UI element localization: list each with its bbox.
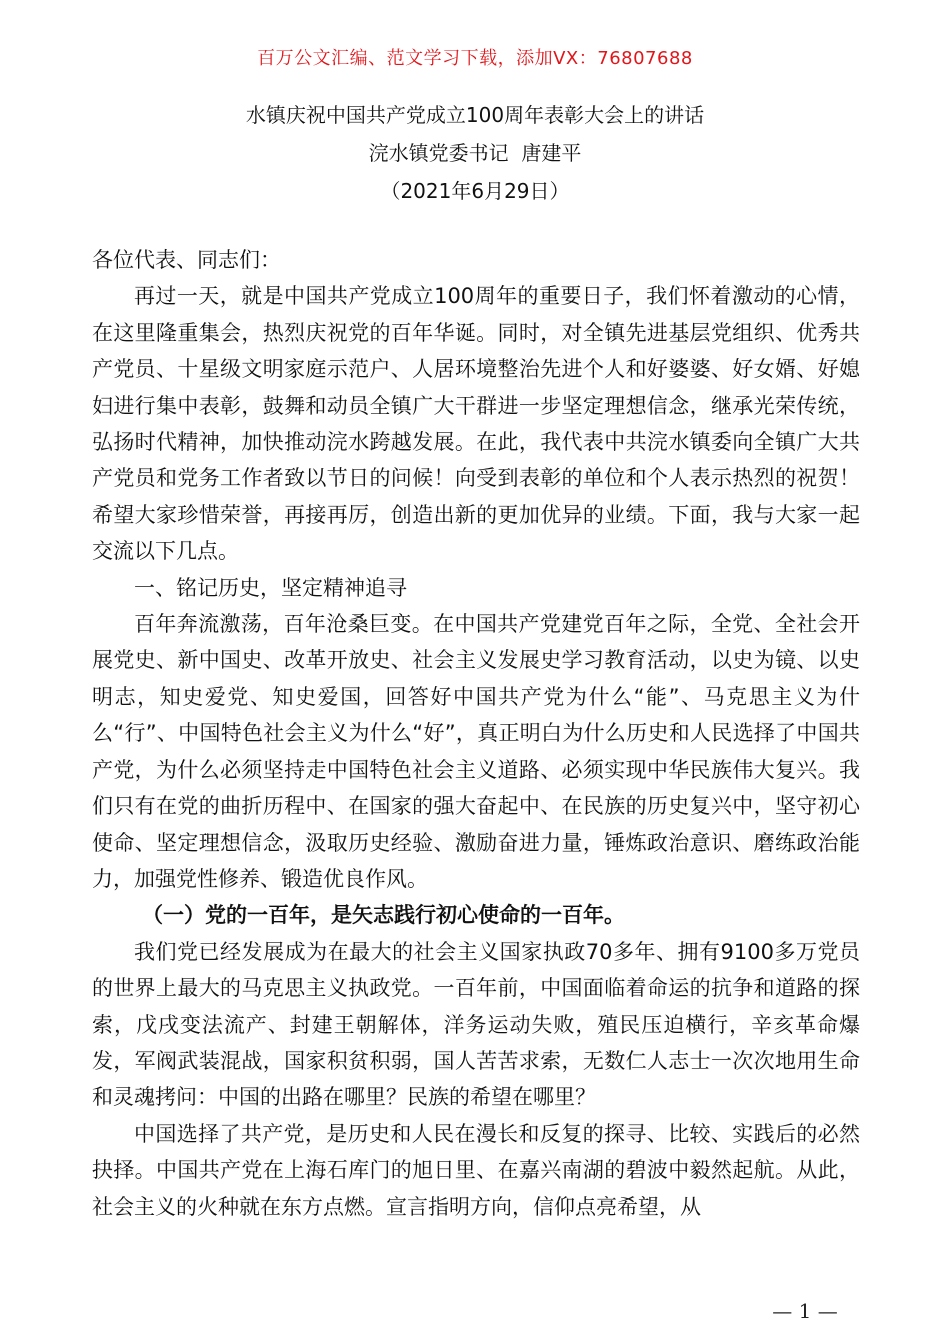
subsection-heading: （一）党的一百年，是矢志践行初心使命的一百年。 (142, 903, 625, 928)
section-heading: 一、铭记历史，坚定精神追寻 (134, 575, 407, 600)
author-line: 浣水镇党委书记 唐建平 (368, 141, 582, 165)
date-line: （2021年6月29日） (380, 179, 570, 203)
page-number: — 1 — (772, 1299, 838, 1323)
paragraph: 中国选择了共产党，是历史和人民在漫长和反复的探寻、比较、实践后的必然抉择。中国共产党在上海石库门的旭日里、在嘉兴南湖的碧波中毅然起航。从此，社会主义的火种就在东方点燃。宣言指明方向，信仰点亮希望，从 (92, 1121, 860, 1219)
paragraph: 百年奔流激荡，百年沧桑巨变。在中国共产党建党百年之际，全党、全社会开展党史、新中国史、改革开放史、社会主义发展史学习教育活动，以史为镜、以史明志，知史爱党、知史爱国，回答好中国共产党为什么“能”、马克思主义为什么“行”、中国特色社会主义为什么“好”，真正明白为什么历史和人民选择了中国共产党，为什么必须坚持走中国特色社会主义道路、必须实现中华民族伟大复兴。我们只有在党的曲折历程中、在国家的强大奋起中、在民族的历史复兴中，坚守初心使命、坚定理想信念，汲取历史经验、激励奋进力量，锤炼政治意识、磨练政治能力，加强党性修养、锻造优良作风。 (92, 612, 860, 891)
watermark-banner: 百万公文汇编、范文学习下载，添加VX：76807688 (257, 48, 693, 69)
document-title: 水镇庆祝中国共产党成立100周年表彰大会上的讲话 (245, 103, 705, 127)
salutation: 各位代表、同志们： (92, 248, 281, 272)
document-body (92, 242, 860, 1225)
paragraph: 再过一天，就是中国共产党成立100周年的重要日子，我们怀着激动的心情，在这里隆重集会，热烈庆祝党的百年华诞。同时，对全镇先进基层党组织、优秀共产党员、十星级文明家庭示范户、人居环境整治先进个人和好婆婆、好女婿、好媳妇进行集中表彰，鼓舞和动员全镇广大干群进一步坚定理想信念，继承光荣传统，弘扬时代精神，加快推动浣水跨越发展。在此，我代表中共浣水镇委向全镇广大共产党员和党务工作者致以节日的问候！向受到表彰的单位和个人表示热烈的祝贺！希望大家珍惜荣誉，再接再厉，创造出新的更加优异的业绩。下面，我与大家一起交流以下几点。 (92, 284, 860, 564)
paragraph: 我们党已经发展成为在最大的社会主义国家执政70多年、拥有9100多万党员的世界上最大的马克思主义执政党。一百年前，中国面临着命运的抗争和道路的探索，戊戌变法流产、封建王朝解体，洋务运动失败，殖民压迫横行，辛亥革命爆发，军阀武装混战，国家积贫积弱，国人苦苦求索，无数仁人志士一次次地用生命和灵魂拷问：中国的出路在哪里？民族的希望在哪里？ (92, 939, 860, 1110)
title-block (0, 96, 950, 210)
